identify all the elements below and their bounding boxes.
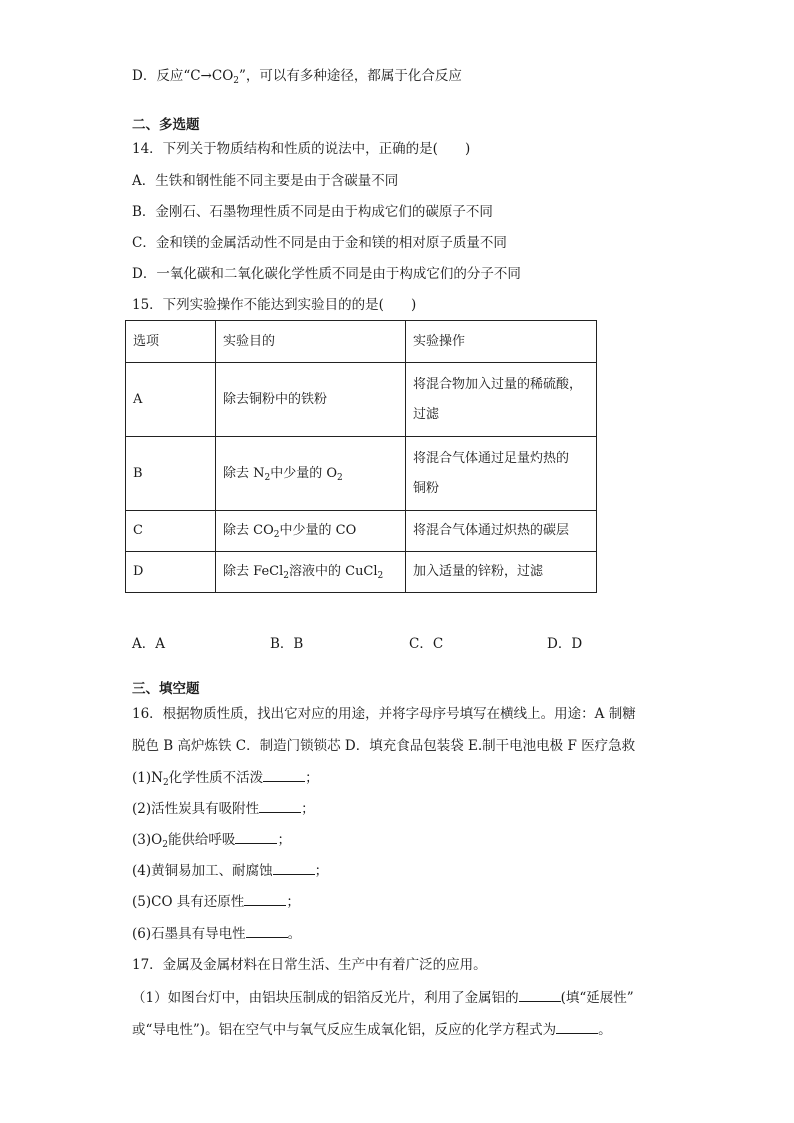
q16-item-3: $(3)O_2$能供给呼吸 ；: [132, 832, 291, 850]
section-title-fill-in: 三、填空题: [132, 681, 200, 697]
answer-blank[interactable]: [273, 861, 315, 875]
table-row: [126, 511, 597, 552]
q16-item-6: (6)石墨具有导电性 。: [132, 926, 302, 942]
q15-choice-b: B．B: [270, 636, 304, 652]
cell-purpose: 除去铜粉中的铁粉: [216, 363, 406, 437]
cell-option: A: [126, 363, 216, 437]
table-row: [126, 437, 597, 511]
cell-operation-line: 将混合物加入过量的稀硫酸，: [413, 376, 583, 392]
q16-item-1: $(1)N_2$化学性质不活泼 ；: [132, 770, 319, 788]
cell-operation: [406, 437, 597, 511]
answer-blank[interactable]: [246, 924, 288, 938]
q15-choices: [132, 632, 612, 652]
cell-purpose: 除去 FeCl$_2$溶液中的 CuCl$_2$: [216, 552, 406, 593]
answer-blank[interactable]: [263, 768, 305, 782]
answer-blank[interactable]: [556, 1020, 598, 1034]
cell-option: C: [126, 511, 216, 552]
q16-item-5: (5)CO 具有还原性 ；: [132, 894, 300, 910]
cell-operation-line: 铜粉: [413, 480, 440, 496]
q15-choice-c: C．C: [409, 636, 444, 652]
cell-option: D: [126, 552, 216, 593]
answer-blank[interactable]: [244, 892, 286, 906]
cell-operation-line: 将混合气体通过足量灼热的: [413, 450, 570, 466]
q17-part1-line1: （1）如图台灯中，由铝块压制成的铝箔反光片，利用了金属铝的 (填“延展性”: [132, 990, 634, 1006]
cell-operation: 将混合气体通过炽热的碳层: [406, 511, 597, 552]
q14-option-a: A．生铁和钢性能不同主要是由于含碳量不同: [132, 173, 399, 189]
table-row: [126, 552, 597, 593]
q17-stem: 17．金属及金属材料在日常生活、生产中有着广泛的应用。: [132, 957, 487, 973]
answer-blank[interactable]: [519, 988, 561, 1002]
header-option: 选项: [126, 321, 216, 363]
q13-option-d: D．反应“$C\to CO_2$”，可以有多种途径，都属于化合反应: [132, 68, 462, 86]
q16-stem-line1: 16．根据物质性质，找出它对应的用途，并将字母序号填写在横线上。用途：A 制糖: [132, 706, 636, 722]
experiment-table: [125, 320, 597, 593]
cell-operation: 加入适量的锌粉，过滤: [406, 552, 597, 593]
q14-option-d: D．一氧化碳和二氧化碳化学性质不同是由于构成它们的分子不同: [132, 266, 521, 282]
section-title-multiple-choice: 二、多选题: [132, 117, 200, 133]
answer-blank[interactable]: [259, 799, 301, 813]
q14-stem: 14．下列关于物质结构和性质的说法中，正确的是( ): [132, 141, 471, 157]
header-purpose: 实验目的: [216, 321, 406, 363]
q16-stem-line2: 脱色 B 高炉炼铁 C．制造门锁锁芯 D．填充食品包装袋 E.制干电池电极 F 医疗急救: [132, 738, 636, 754]
answer-blank[interactable]: [235, 830, 277, 844]
table-row: [126, 363, 597, 437]
cell-operation: [406, 363, 597, 437]
q14-option-c: C．金和镁的金属活动性不同是由于金和镁的相对原子质量不同: [132, 235, 507, 251]
q15-choice-a: A．A: [132, 636, 165, 652]
q16-item-2: (2)活性炭具有吸附性 ；: [132, 801, 315, 817]
q16-item-4: (4)黄铜易加工、耐腐蚀 ；: [132, 863, 329, 879]
cell-option: B: [126, 437, 216, 511]
cell-operation-line: 过滤: [413, 406, 440, 422]
table-header-row: [126, 321, 597, 363]
cell-purpose: 除去 $N_2$中少量的 $O_2$: [216, 437, 406, 511]
header-operation: 实验操作: [406, 321, 597, 363]
q15-stem: 15．下列实验操作不能达到实验目的的是( ): [132, 297, 417, 313]
q15-choice-d: D．D: [547, 636, 583, 652]
q14-option-b: B．金刚石、石墨物理性质不同是由于构成它们的碳原子不同: [132, 204, 493, 220]
cell-purpose: 除去 $CO_2$中少量的 CO: [216, 511, 406, 552]
q17-part1-line2: 或“导电性”)。铝在空气中与氧气反应生成氧化铝，反应的化学方程式为 。: [132, 1022, 612, 1038]
